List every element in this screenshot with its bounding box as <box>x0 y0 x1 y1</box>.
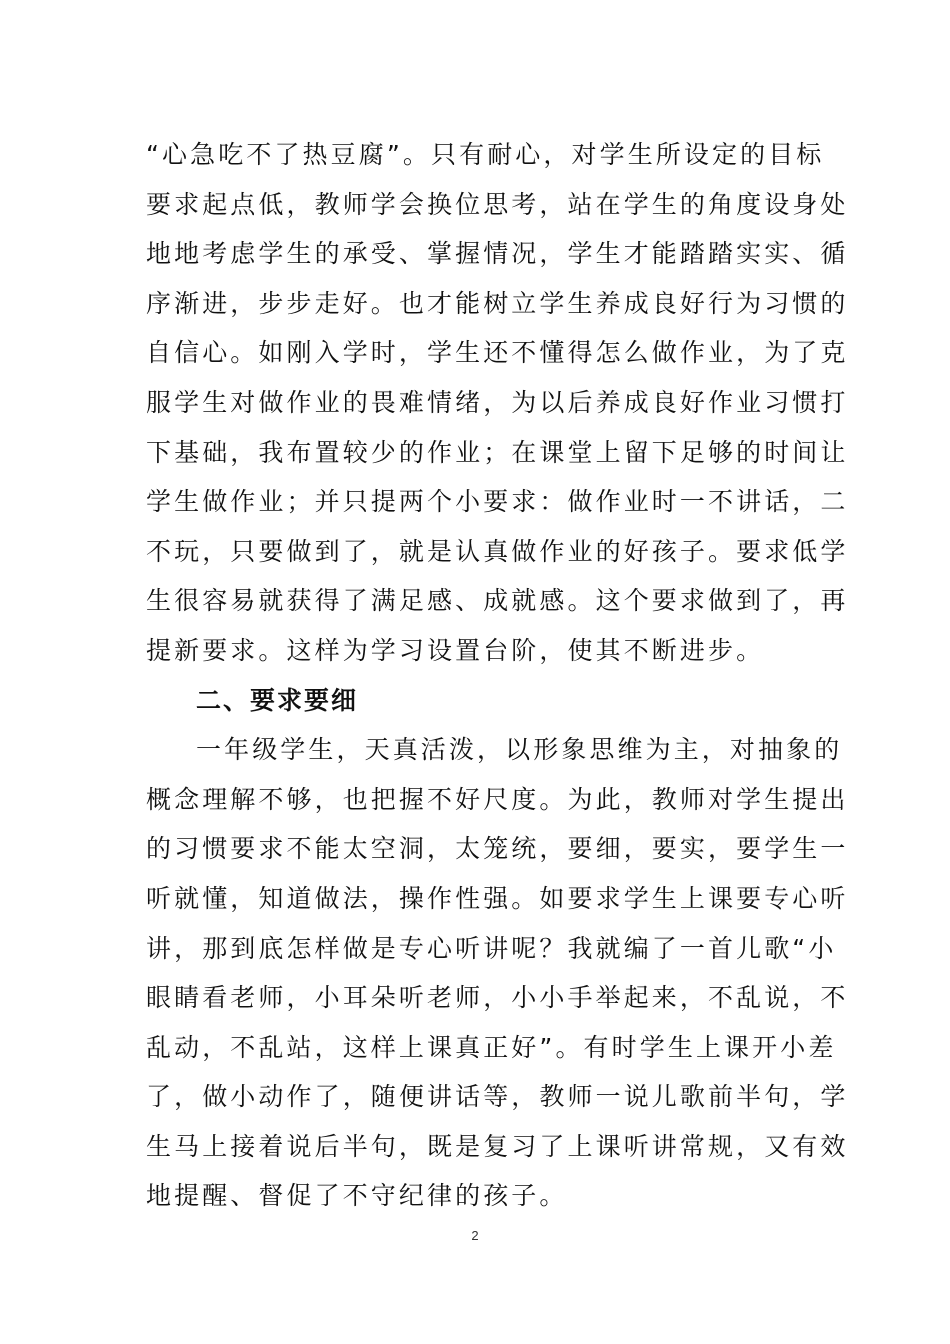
paragraph-line: 生很容易就获得了满足感、成就感。这个要求做到了，再 <box>146 586 849 616</box>
paragraph-line: 学生做作业；并只提两个小要求：做作业时一不讲话，二 <box>146 487 849 517</box>
paragraph-line: 了，做小动作了，随便讲话等，教师一说儿歌前半句，学 <box>146 1082 849 1112</box>
page-number: 2 <box>471 1228 479 1243</box>
paragraph-line: 眼睛看老师，小耳朵听老师，小小手举起来，不乱说，不 <box>146 983 849 1013</box>
paragraph-line: 生马上接着说后半句，既是复习了上课听讲常规，又有效 <box>146 1131 849 1161</box>
paragraph-line: 要求起点低，教师学会换位思考，站在学生的角度设身处 <box>146 189 849 219</box>
paragraph-line: 乱动，不乱站，这样上课真正好”。有时学生上课开小差 <box>146 1032 837 1062</box>
paragraph-line: 序渐进，步步走好。也才能树立学生养成良好行为习惯的 <box>146 288 849 318</box>
paragraph-line: 下基础，我布置较少的作业；在课堂上留下足够的时间让 <box>146 437 849 467</box>
section-heading: 二、要求要细 <box>196 685 359 715</box>
paragraph-line: 服学生对做作业的畏难情绪，为以后养成良好作业习惯打 <box>146 387 849 417</box>
paragraph-line: 讲，那到底怎样做是专心听讲呢？我就编了一首儿歌“小 <box>146 933 837 963</box>
paragraph-line: 地地考虑学生的承受、掌握情况，学生才能踏踏实实、循 <box>146 239 849 269</box>
paragraph-line: 概念理解不够，也把握不好尺度。为此，教师对学生提出 <box>146 784 849 814</box>
paragraph-line: 地提醒、督促了不守纪律的孩子。 <box>146 1181 568 1211</box>
paragraph-line: 提新要求。这样为学习设置台阶，使其不断进步。 <box>146 635 765 665</box>
paragraph-line: “心急吃不了热豆腐”。只有耐心，对学生所设定的目标 <box>146 140 825 169</box>
paragraph-line: 不玩，只要做到了，就是认真做作业的好孩子。要求低学 <box>146 536 849 566</box>
body-text <box>146 130 849 1221</box>
paragraph-line: 听就懂，知道做法，操作性强。如要求学生上课要专心听 <box>146 883 849 913</box>
paragraph-line: 的习惯要求不能太空洞，太笼统，要细，要实，要学生一 <box>146 834 849 864</box>
paragraph-line: 自信心。如刚入学时，学生还不懂得怎么做作业，为了克 <box>146 338 849 368</box>
paragraph-line: 一年级学生，天真活泼，以形象思维为主，对抽象的 <box>196 735 843 765</box>
